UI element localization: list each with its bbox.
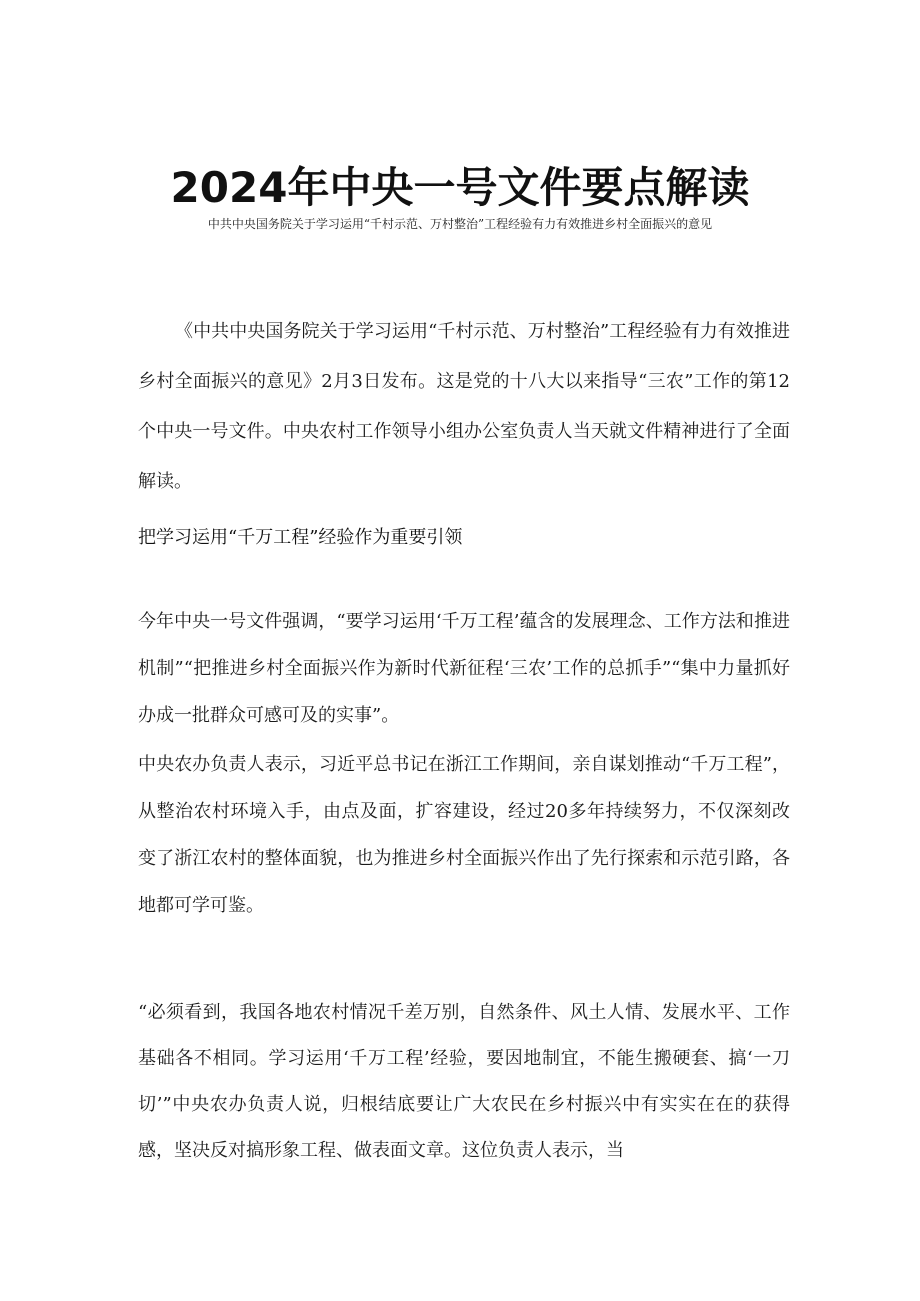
- paragraph-intro: 《中共中央国务院关于学习运用“千村示范、万村整治”工程经验有力有效推进乡村全面振兴的意见》2月3日发布。这是党的十八大以来指导“三农”工作的第12个中央一号文件。中央农村工作领导小组办公室负责人当天就文件精神进行了全面解读。: [138, 321, 790, 492]
- paragraph-official-statement: 中央农办负责人表示，习近平总书记在浙江工作期间，亲自谋划推动“千万工程”，从整治农村环境入手，由点及面，扩容建设，经过20多年持续努力，不仅深刻改变了浙江农村的整体面貌，也为推进乡村全面振兴作出了先行探索和示范引路，各地都可学可鉴。: [138, 754, 790, 916]
- document-subtitle: 中共中央国务院关于学习运用“千村示范、万村整治”工程经验有力有效推进乡村全面振兴的意见: [207, 217, 713, 231]
- paragraph-quote: “必须看到，我国各地农村情况千差万别，自然条件、风土人情、发展水平、工作基础各不相同。学习运用‘千万工程’经验，要因地制宜，不能生搬硬套、搞‘一刀切’”中央农办负责人说，归根结底要让广大农民在乡村振兴中有实实在在的获得感，坚决反对搞形象工程、做表面文章。这位负责人表示，当: [138, 1002, 790, 1161]
- document-title: 2024年中央一号文件要点解读: [170, 163, 750, 213]
- section-heading: 把学习运用“千万工程”经验作为重要引领: [138, 527, 463, 548]
- paragraph-emphasis: 今年中央一号文件强调，“要学习运用‘千万工程’蕴含的发展理念、工作方法和推进机制”“把推进乡村全面振兴作为新时代新征程‘三农’工作的总抓手”“集中力量抓好办成一批群众可感可及的实事”。: [138, 611, 790, 726]
